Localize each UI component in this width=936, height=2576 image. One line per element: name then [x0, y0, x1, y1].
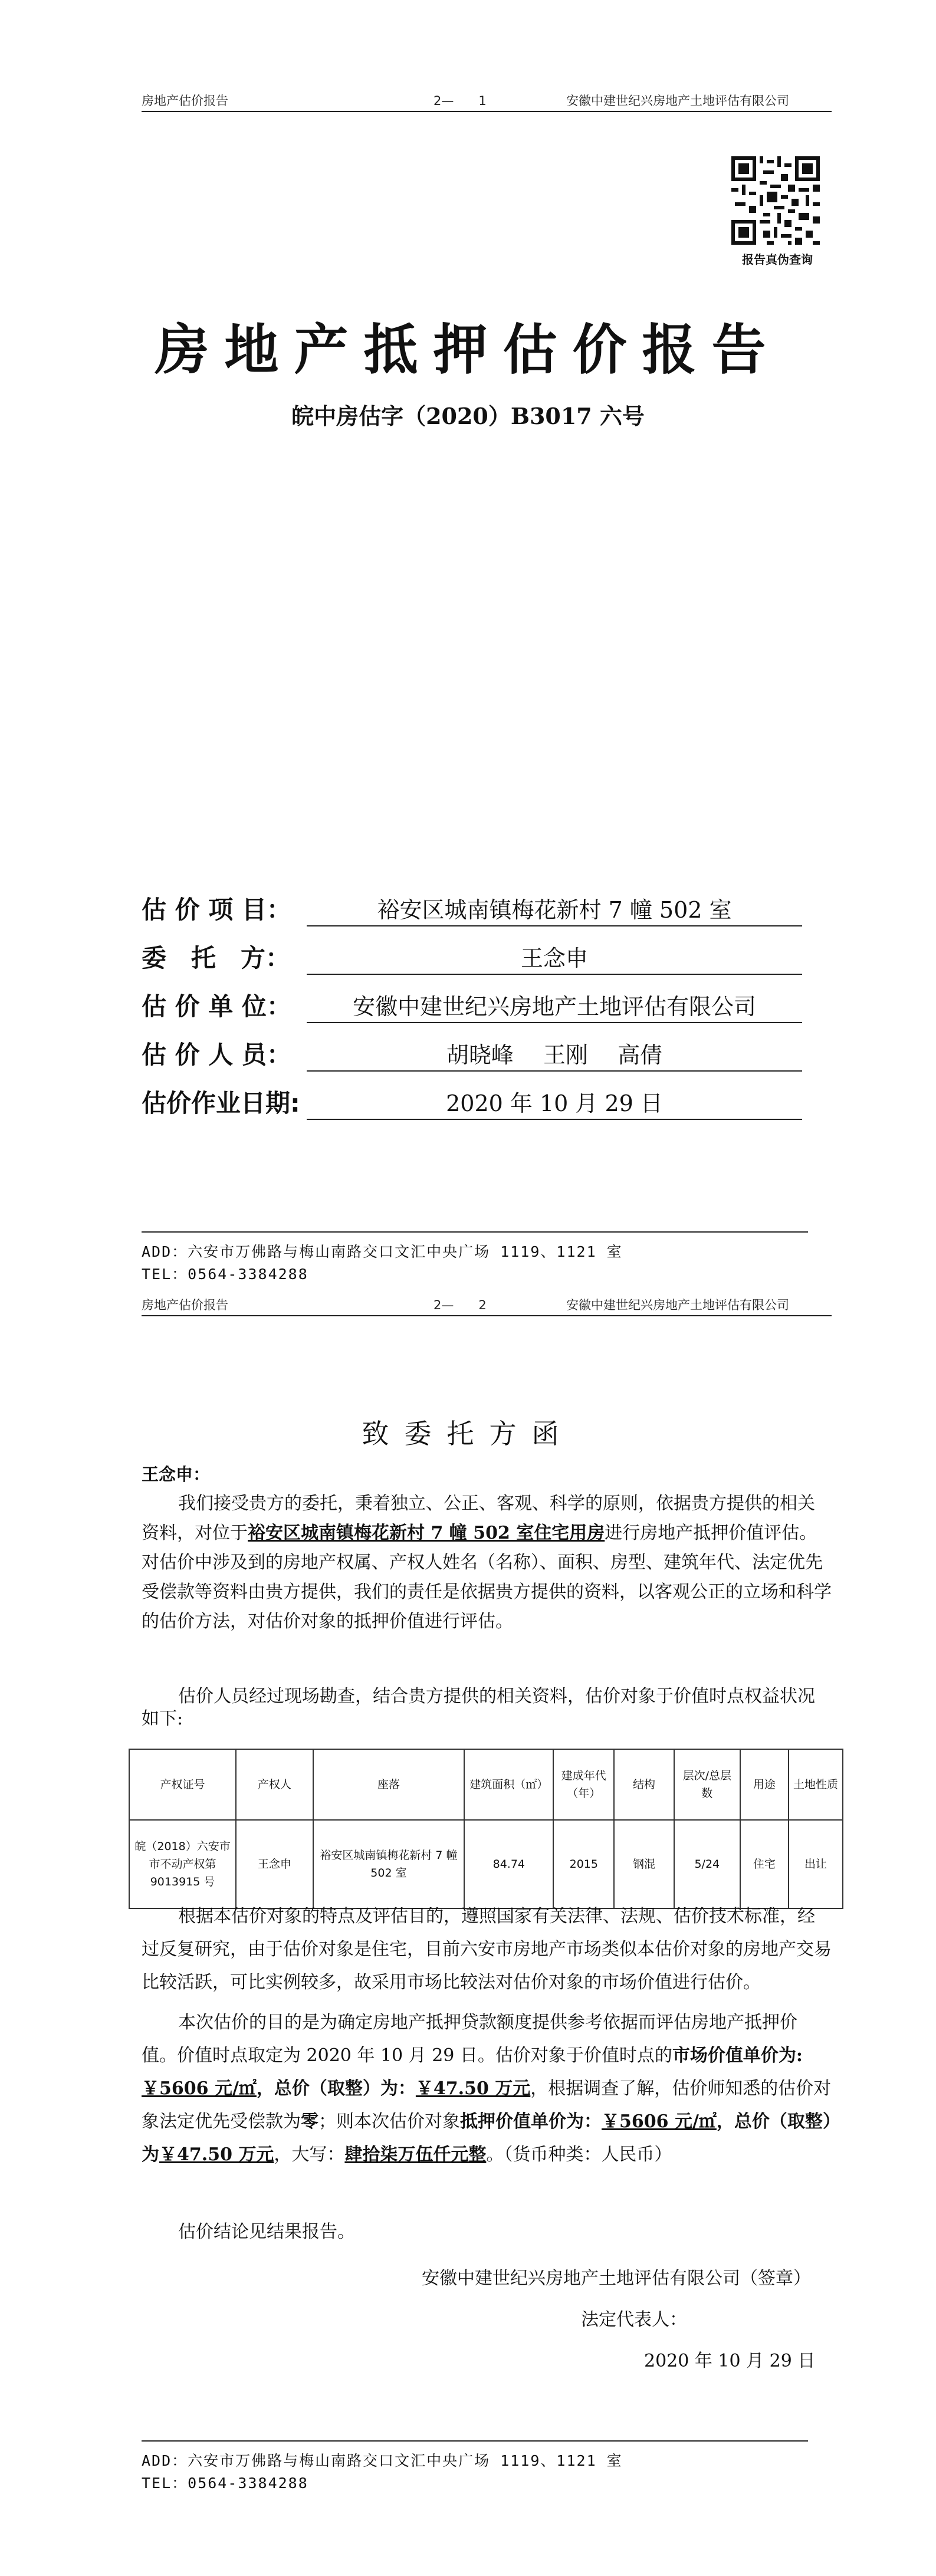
p3-text: 根据本估价对象的特点及评估目的，遵照国家有关法律、法规、估价技术标准，经过反复研究，由于估价对象是住宅，目前六安市房地产市场类似本估价对象的房地产交易比较活跃，可比实例较多，故采用市场比较法对估价对象的市场价值进行估价。 [142, 1906, 832, 1993]
field-value-appraisers: 胡晓峰 王刚 高倩 [307, 1037, 802, 1072]
field-value-project: 裕安区城南镇梅花新村 7 幢 502 室 [307, 892, 802, 926]
page2-header-page-number: 2— 2 [433, 1298, 487, 1312]
page2-header-left: 房地产估价报告 [142, 1298, 228, 1312]
p4-market-total-label: ，总价（取整）为： [256, 2078, 416, 2099]
field-label-work-date: 估价作业日期: [142, 1089, 300, 1118]
td-area: 84.74 [464, 1820, 553, 1908]
p5-text: 估价结论见结果报告。 [178, 2222, 355, 2242]
th-usage: 用途 [740, 1749, 789, 1820]
p2-text: 估价人员经过现场勘查，结合贵方提供的相关资料，估价对象于价值时点权益状况如下: [142, 1686, 815, 1729]
p4-text-m: ，大写： [274, 2144, 345, 2165]
p4-market-total-price: ￥47.50 万元 [415, 2078, 531, 2099]
signature-representative: 法定代表人： [581, 2309, 687, 2330]
page2-footer-address: ADD：六安市万佛路与梅山南路交口文汇中央广场 1119、1121 室 [142, 2452, 623, 2469]
letter-title: 致委托方函 [362, 1418, 574, 1450]
th-floor: 层次/总层数 [674, 1749, 740, 1820]
page2-header-right: 安徽中建世纪兴房地产土地评估有限公司 [566, 1298, 789, 1312]
field-label-appraiser-unit: 估 价 单 位： [142, 992, 291, 1021]
page1-header-rule [142, 111, 832, 112]
page1-header-left: 房地产估价报告 [142, 94, 228, 108]
qr-caption: 报告真伪查询 [742, 252, 813, 267]
table-header-row [129, 1749, 843, 1820]
page1-footer-address: ADD：六安市万佛路与梅山南路交口文汇中央广场 1119、1121 室 [142, 1243, 623, 1260]
field-value-appraiser-unit: 安徽中建世纪兴房地产土地评估有限公司 [307, 988, 802, 1023]
p4-mortgage-unit-label: 抵押价值单价为： [460, 2111, 602, 2132]
report-title: 房地产抵押估价报告 [155, 318, 781, 382]
page1-footer-tel: TEL：0564-3384288 [142, 1266, 308, 1283]
p4-market-unit-price: ￥5606 元/㎡ [142, 2078, 257, 2099]
field-label-appraisers: 估 价 人 员： [142, 1040, 291, 1069]
p4-market-unit-label: 市场价值单价为: [672, 2045, 803, 2066]
letter-salutation: 王念申： [142, 1464, 211, 1484]
p1-text-a: 我们接受贵方的委托，秉着独立、公正、客观、科学的原则，依据贵方提供的相关资料，对位于 [142, 1493, 815, 1543]
letter-paragraph-5 [142, 2217, 832, 2247]
p4-text-h: ；则本次估价对象 [318, 2111, 460, 2132]
field-label-client: 委 托 方： [142, 944, 291, 972]
p4-priority-amount: 零 [301, 2111, 318, 2132]
td-year: 2015 [553, 1820, 614, 1908]
th-structure: 结构 [614, 1749, 674, 1820]
p4-text-f: ，根据调查了解，估价师知悉的估价对象法定优先受偿款为 [142, 2078, 832, 2132]
td-floor: 5/24 [674, 1820, 740, 1908]
th-owner: 产权人 [236, 1749, 313, 1820]
td-usage: 住宅 [740, 1820, 789, 1908]
signature-date: 2020 年 10 月 29 日 [644, 2351, 816, 2371]
letter-paragraph-4 [142, 2006, 832, 2171]
td-owner: 王念申 [236, 1820, 313, 1908]
document-number: 皖中房估字（2020）B3017 六号 [291, 403, 645, 429]
p1-property-name: 裕安区城南镇梅花新村 7 幢 502 室住宅用房 [248, 1523, 605, 1543]
signature-company: 安徽中建世纪兴房地产土地评估有限公司（签章） [422, 2268, 811, 2289]
letter-paragraph-1 [142, 1489, 832, 1637]
property-table [129, 1749, 843, 1909]
field-label-project: 估 价 项 目： [142, 895, 291, 924]
th-cert-no: 产权证号 [129, 1749, 236, 1820]
field-value-work-date: 2020 年 10 月 29 日 [307, 1085, 802, 1120]
td-cert-no: 皖（2018）六安市市不动产权第 9013915 号 [129, 1820, 236, 1908]
page1-header-page-number: 2— 1 [433, 94, 487, 108]
p4-mortgage-total-label: ，总价（取整）为 [142, 2111, 832, 2165]
letter-paragraph-2 [142, 1685, 832, 1730]
p4-mortgage-unit-price: ￥5606 元/㎡ [602, 2111, 717, 2132]
p4-amount-in-words: 肆拾柒万伍仟元整 [344, 2144, 487, 2165]
page2-header-rule [142, 1315, 832, 1316]
page1-footer-rule [142, 1231, 808, 1233]
field-value-client: 王念申 [307, 940, 802, 975]
td-land-type: 出让 [789, 1820, 843, 1908]
page2-footer-tel: TEL：0564-3384288 [142, 2475, 308, 2492]
td-structure: 钢混 [614, 1820, 674, 1908]
p1-text-c: 进行房地产抵押价值评估。对估价中涉及到的房地产权属、产权人姓名（名称）、面积、房型、建筑年代、法定优先受偿款等资料由贵方提供，我们的责任是依据贵方提供的资料，以客观公正的立场和科学的估价方法，对估价对象的抵押价值进行评估。 [142, 1523, 832, 1632]
p4-mortgage-total-price: ￥47.50 万元 [159, 2144, 274, 2165]
table-row [129, 1820, 843, 1908]
th-year: 建成年代（年） [553, 1749, 614, 1820]
page1-header-right: 安徽中建世纪兴房地产土地评估有限公司 [566, 94, 789, 108]
th-land-type: 土地性质 [789, 1749, 843, 1820]
p4-text-a: 本次估价的目的是为确定房地产抵押贷款额度提供参考依据而评估房地产抵押价值。价值时点取定为 2020 年 10 月 29 日。估价对象于价值时点的 [142, 2012, 797, 2066]
th-area: 建筑面积（㎡） [464, 1749, 553, 1820]
p4-text-o: 。（货币种类：人民币） [486, 2144, 672, 2165]
page2-footer-rule [142, 2440, 808, 2442]
qr-code-icon[interactable] [731, 156, 820, 245]
letter-paragraph-3 [142, 1900, 832, 1999]
td-location: 裕安区城南镇梅花新村 7 幢 502 室 [313, 1820, 465, 1908]
th-location: 座落 [313, 1749, 465, 1820]
